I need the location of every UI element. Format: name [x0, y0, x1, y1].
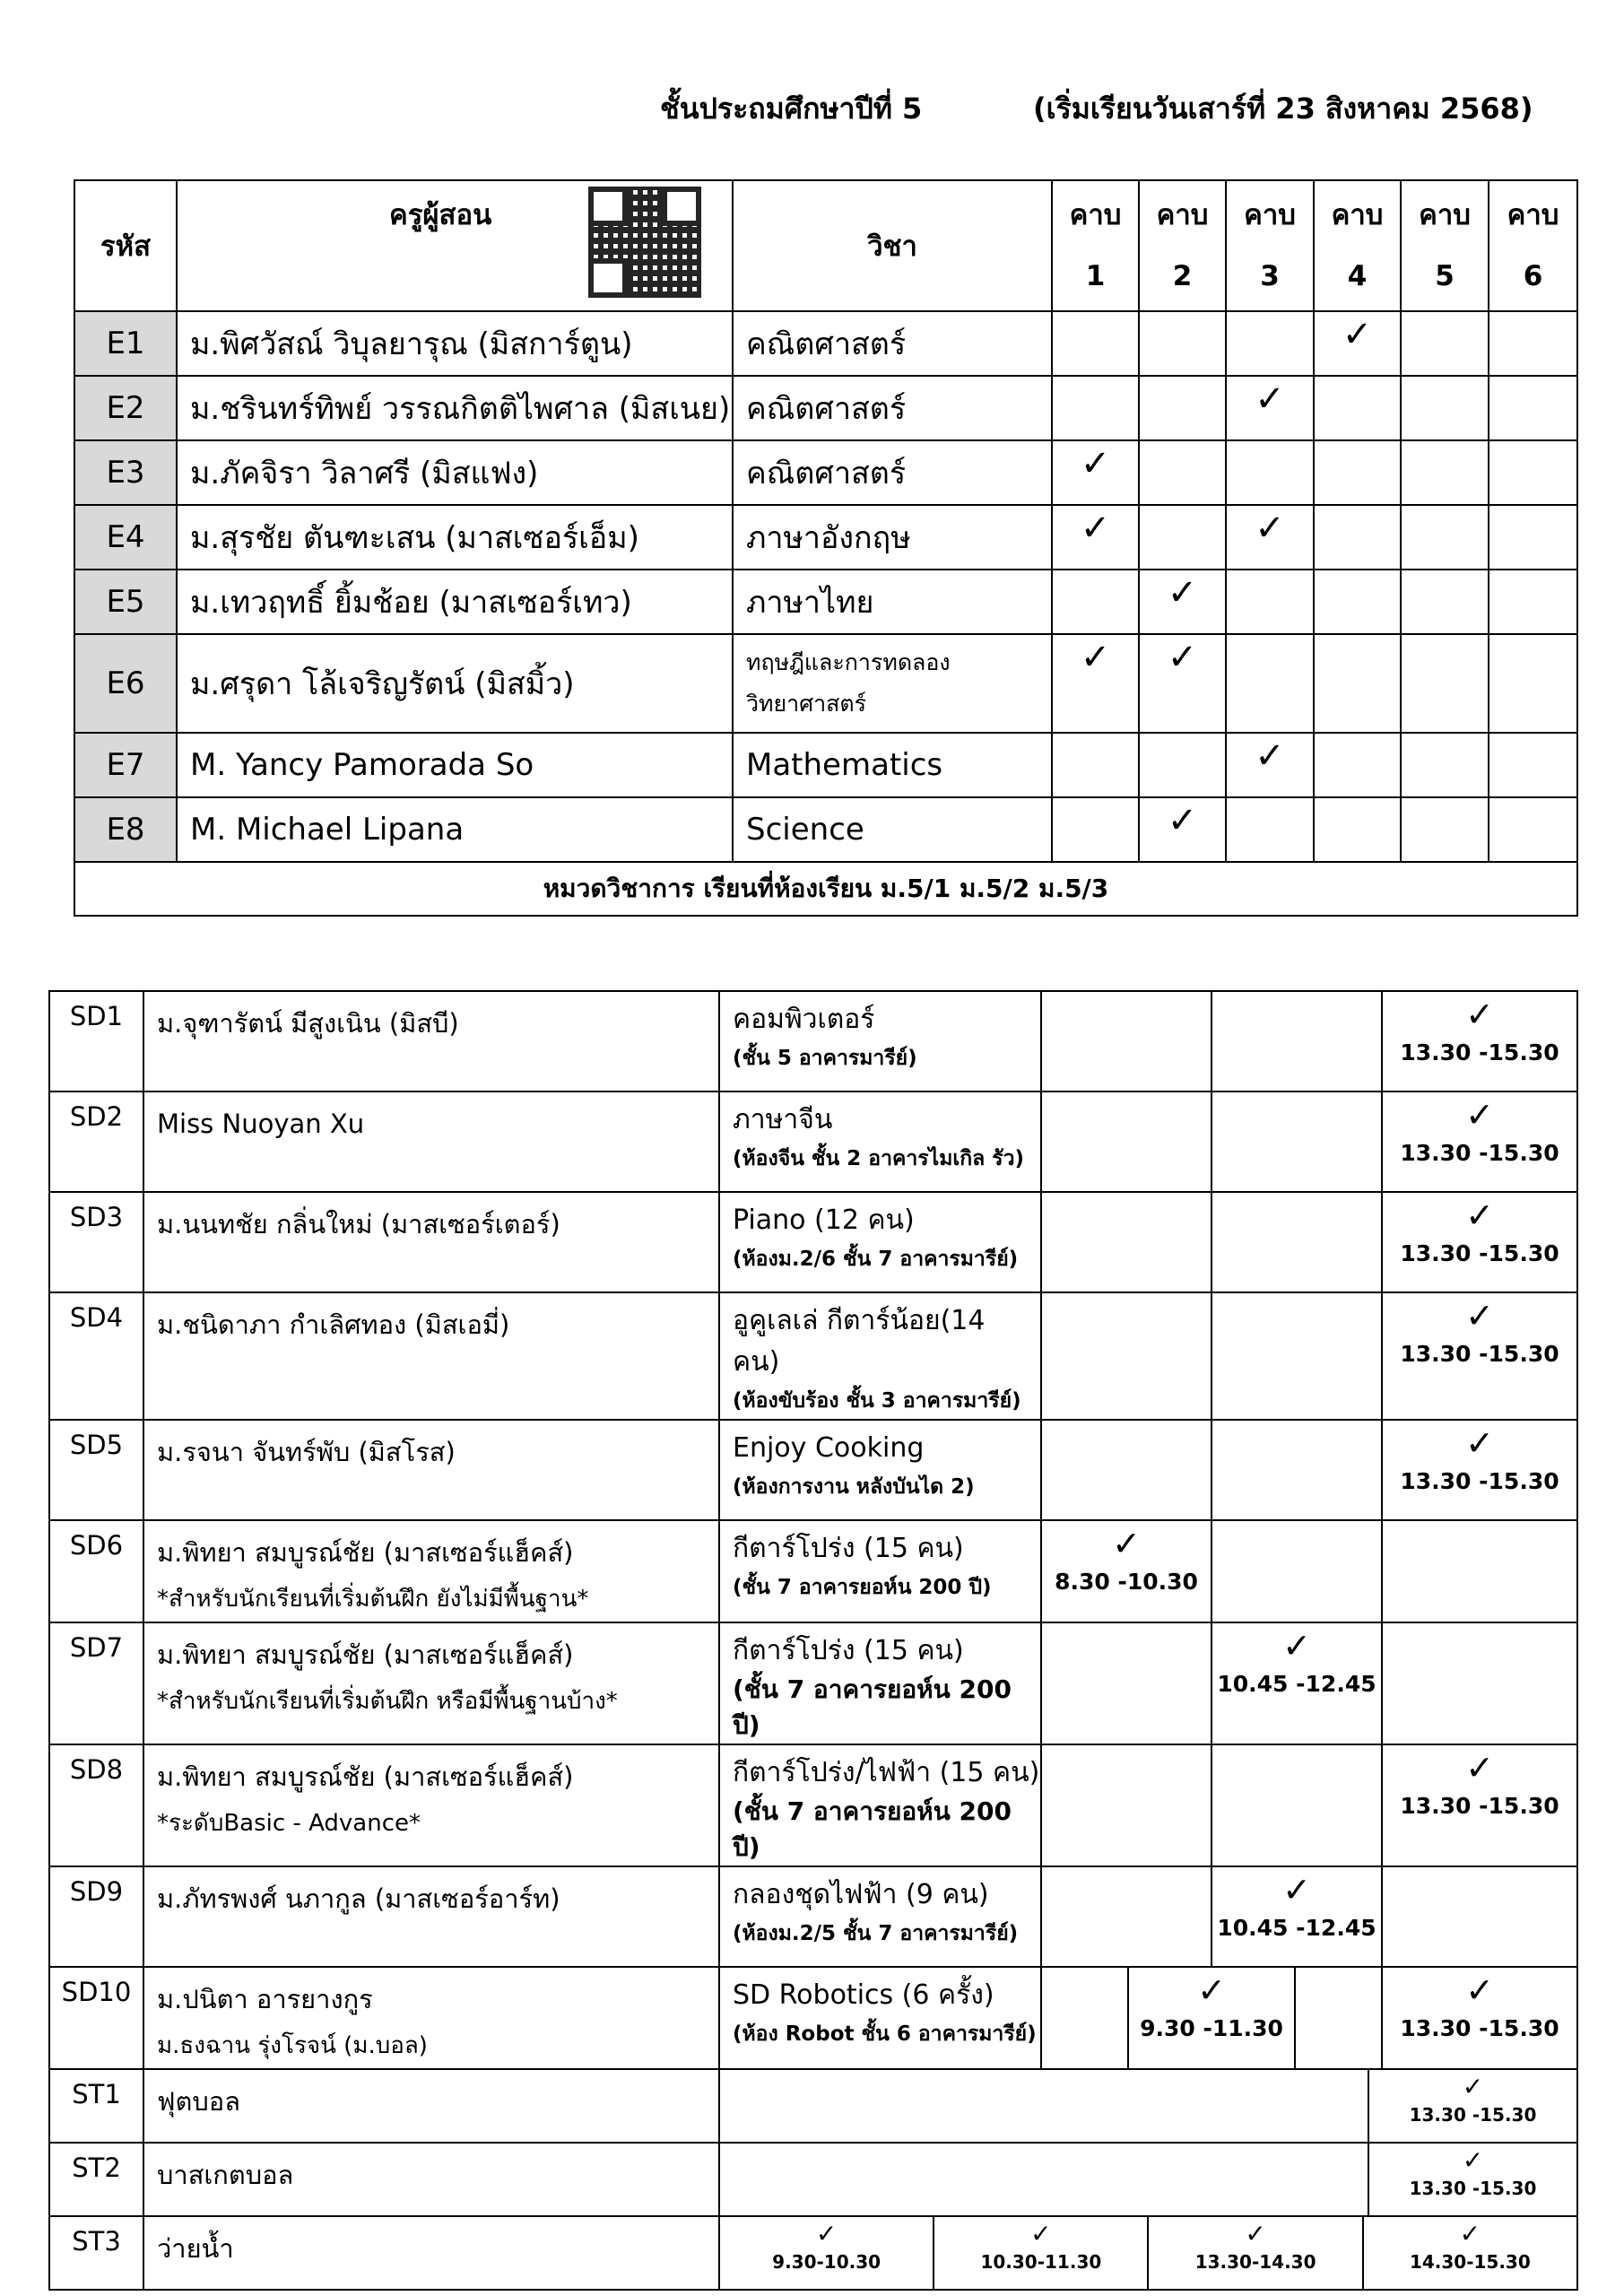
row-code: SD8: [49, 1744, 143, 1866]
table-row: [49, 2216, 1577, 2290]
checkmark-icon: ✓: [1080, 508, 1111, 549]
teacher-name: ม.พิทยา สมบูรณ์ชัย (มาสเซอร์แฮ็คส์): [157, 1761, 574, 1792]
teacher-note: *สำหรับนักเรียนที่เริ่มต้นฝึก หรือมีพื้นฐานบ้าง*: [157, 1688, 618, 1715]
teacher-name: Miss Nuoyan Xu: [157, 1109, 365, 1139]
time-text: 10.45 -12.45: [1217, 1915, 1376, 1941]
subject-cell: [719, 1192, 1041, 1292]
table-row: [74, 797, 1577, 862]
period-4-cell[interactable]: [1314, 797, 1401, 862]
sport-slot-group: [719, 2069, 1577, 2143]
subject-cell: [719, 1091, 1041, 1192]
teacher-note: ม.ธงฉาน รุ่งโรจน์ (ม.บอล): [157, 2032, 428, 2059]
subject-cell: [719, 1622, 1041, 1744]
subject-name: คณิตศาสตร์: [746, 456, 907, 491]
teacher-cell: [143, 1866, 719, 1967]
teacher-note: *ระดับBasic - Advance*: [157, 1810, 421, 1837]
sport-name: ฟุตบอล: [143, 2069, 719, 2143]
period-2-cell[interactable]: [1139, 570, 1226, 634]
subject-name: คณิตศาสตร์: [746, 326, 907, 362]
time-text: 13.30 -15.30: [1400, 1468, 1559, 1494]
time-text: 13.30 -15.30: [1400, 2015, 1559, 2041]
time-slot[interactable]: [1295, 1968, 1381, 2068]
period-1-cell[interactable]: [1052, 797, 1139, 862]
period-3-cell[interactable]: [1226, 797, 1314, 862]
sport-slot-group: [719, 2143, 1577, 2216]
subject-name: Science: [746, 812, 864, 848]
checkmark-icon: ✓: [1080, 443, 1111, 484]
activity-schedule-table: [48, 990, 1578, 2291]
period-1-cell[interactable]: [1052, 634, 1139, 733]
start-date-note: (เริ่มเรียนวันเสาร์ที่ 23 สิงหาคม 2568): [1033, 91, 1533, 126]
table-row: [49, 1192, 1577, 1292]
period-6-cell[interactable]: [1489, 797, 1577, 862]
checkmark-icon: ✓: [1465, 1748, 1494, 1787]
room-location: (ห้องขับร้อง ชั้น 3 อาคารมารีย์): [733, 1389, 1021, 1413]
subject-cell: [719, 1866, 1041, 1967]
time-text: 13.30 -15.30: [1400, 1039, 1559, 1065]
checkmark-icon: ✓: [815, 2219, 838, 2248]
teacher-cell: [143, 1292, 719, 1420]
checkmark-icon: ✓: [1465, 1970, 1494, 2010]
period-6-cell[interactable]: [1489, 733, 1577, 797]
subject-cell: [733, 311, 1052, 376]
table-row: [49, 2069, 1577, 2143]
room-location: (ชั้น 7 อาคารยอห์น 200 ปี): [733, 1674, 1012, 1740]
period-3-cell[interactable]: [1226, 505, 1314, 570]
teacher-name: ม.พิทยา สมบูรณ์ชัย (มาสเซอร์แฮ็คส์): [157, 1537, 574, 1568]
row-code: E1: [74, 311, 177, 376]
swim-slot-group: [719, 2216, 1577, 2290]
grade-title: ชั้นประถมศึกษาปีที่ 5: [660, 91, 923, 126]
row-code: SD1: [49, 991, 143, 1091]
header-period-6: คาบ 6: [1489, 180, 1577, 311]
row-code: SD6: [49, 1520, 143, 1622]
period-4-cell[interactable]: [1314, 376, 1401, 440]
period-5-cell[interactable]: [1401, 797, 1489, 862]
subject-name: คอมพิวเตอร์: [733, 1004, 875, 1035]
checkmark-icon: ✓: [1030, 2219, 1052, 2248]
table-row: [49, 1520, 1577, 1622]
row-code: SD10: [49, 1967, 143, 2069]
time-slot[interactable]: [1041, 1744, 1211, 1866]
time-slot[interactable]: [1211, 1091, 1382, 1192]
checkmark-icon: ✓: [1167, 637, 1198, 678]
teacher-name: ม.จุฑารัตน์ มีสูงเนิน (มิสบี): [157, 1008, 459, 1039]
table-row: [49, 1744, 1577, 1866]
time-slot-group: [1041, 1967, 1382, 2069]
time-slot[interactable]: [1211, 1520, 1382, 1622]
period-6-cell[interactable]: [1489, 634, 1577, 733]
time-text: 13.30-14.30: [1194, 2251, 1316, 2273]
period-2-cell[interactable]: [1139, 634, 1226, 733]
time-text: 8.30 -10.30: [1055, 1569, 1198, 1595]
time-slot[interactable]: [1041, 1520, 1211, 1622]
table-row: [49, 1967, 1577, 2069]
table-row: [49, 1622, 1577, 1744]
header-period-5: คาบ 5: [1401, 180, 1489, 311]
row-code: E4: [74, 505, 177, 570]
checkmark-icon: ✓: [1255, 735, 1285, 777]
time-slot[interactable]: [1382, 1292, 1577, 1420]
time-text: 14.30-15.30: [1409, 2251, 1531, 2273]
row-code: ST1: [49, 2069, 143, 2143]
checkmark-icon: ✓: [1465, 1196, 1494, 1235]
subject-name: ภาษาไทย: [746, 585, 874, 621]
period-5-cell[interactable]: [1401, 311, 1489, 376]
row-code: SD5: [49, 1420, 143, 1520]
period-1-cell[interactable]: [1052, 311, 1139, 376]
time-slot[interactable]: [1211, 1744, 1382, 1866]
room-location: (ชั้น 7 อาคารยอห์น 200 ปี): [733, 1796, 1012, 1862]
checkmark-icon: ✓: [1459, 2219, 1481, 2248]
teacher-name: ม.รจนา จันทร์พับ (มิสโรส): [157, 1437, 456, 1467]
subject-cell: [733, 733, 1052, 797]
time-slot[interactable]: [1041, 1866, 1211, 1967]
header-period-1: คาบ 1: [1052, 180, 1139, 311]
room-location: (ชั้น 5 อาคารมารีย์): [733, 1047, 917, 1070]
page-title: [0, 86, 1624, 140]
period-4-cell[interactable]: [1314, 505, 1401, 570]
row-code: E6: [74, 634, 177, 733]
teacher-note: *สำหรับนักเรียนที่เริ่มต้นฝึก ยังไม่มีพื้นฐาน*: [157, 1586, 589, 1613]
subject-name: ทฤษฎีและการทดลอง: [746, 649, 951, 675]
period-5-cell[interactable]: [1401, 440, 1489, 505]
row-code: SD3: [49, 1192, 143, 1292]
teacher-name: M. Yancy Pamorada So: [177, 733, 733, 797]
period-1-cell[interactable]: [1052, 440, 1139, 505]
teacher-cell: [143, 991, 719, 1091]
time-text: 13.30 -15.30: [1400, 1793, 1559, 1819]
checkmark-icon: ✓: [1112, 1524, 1141, 1563]
period-5-cell[interactable]: [1401, 570, 1489, 634]
table-header-row: [74, 180, 1577, 311]
room-location: (ห้อง Robot ชั้น 6 อาคารมารีย์): [733, 2022, 1037, 2046]
sport-name: บาสเกตบอล: [143, 2143, 719, 2216]
time-slot[interactable]: [1382, 1192, 1577, 1292]
table-row: [49, 1866, 1577, 1967]
subject-name: Mathematics: [746, 747, 943, 783]
subject-cell: [719, 1292, 1041, 1420]
period-3-cell[interactable]: [1226, 311, 1314, 376]
time-text: 13.30 -15.30: [1409, 2104, 1537, 2126]
teacher-name: ม.ภัทรพงศ์ นภากูล (มาสเซอร์อาร์ท): [157, 1883, 560, 1914]
table-row: [74, 505, 1577, 570]
time-slot[interactable]: [1042, 1968, 1128, 2068]
period-1-cell[interactable]: [1052, 376, 1139, 440]
subject-name: กีตาร์โปร่ง (15 คน): [733, 1635, 964, 1666]
header-period-3: คาบ 3: [1226, 180, 1314, 311]
period-6-cell[interactable]: [1489, 440, 1577, 505]
qr-code-icon[interactable]: [588, 187, 701, 298]
period-4-cell[interactable]: [1314, 440, 1401, 505]
table-row: [74, 311, 1577, 376]
time-text: 10.30-11.30: [980, 2251, 1102, 2273]
sport-slot-table: [720, 2070, 1576, 2142]
checkmark-icon: ✓: [1465, 1296, 1494, 1335]
room-location: (ห้องม.2/5 ชั้น 7 อาคารมารีย์): [733, 1922, 1019, 1945]
room-location: (ชั้น 7 อาคารยอห์น 200 ปี): [733, 1576, 992, 1599]
teacher-cell: [143, 1967, 719, 2069]
time-text: 13.30 -15.30: [1409, 2178, 1537, 2199]
checkmark-icon: ✓: [1255, 508, 1285, 549]
teacher-schedule-table: [74, 179, 1578, 917]
room-location: (ห้องม.2/6 ชั้น 7 อาคารมารีย์): [733, 1248, 1019, 1271]
time-slot[interactable]: [1363, 2217, 1576, 2289]
subject-cell: [719, 1967, 1041, 2069]
subject-name: ภาษาจีน: [733, 1104, 833, 1135]
teacher-name: ม.สุรชัย ตันฑะเสน (มาสเซอร์เอ็ม): [177, 505, 733, 570]
row-code: E8: [74, 797, 177, 862]
period-5-cell[interactable]: [1401, 733, 1489, 797]
checkmark-icon: ✓: [1080, 637, 1111, 678]
time-slot[interactable]: [934, 2217, 1148, 2289]
table-row: [49, 991, 1577, 1091]
time-slot[interactable]: [1382, 1744, 1577, 1866]
header-subject: วิชา: [733, 180, 1052, 311]
subject-name-line2: วิทยาศาสตร์: [746, 691, 867, 717]
subject-cell: [719, 1744, 1041, 1866]
time-slot[interactable]: [720, 2144, 1368, 2215]
subject-cell: [719, 1420, 1041, 1520]
checkmark-icon: ✓: [1282, 1870, 1311, 1909]
time-text: 13.30 -15.30: [1400, 1341, 1559, 1367]
split-slot-table: [1042, 1968, 1381, 2068]
period-2-cell[interactable]: [1139, 440, 1226, 505]
period-3-cell[interactable]: [1226, 440, 1314, 505]
time-text: 10.45 -12.45: [1217, 1671, 1376, 1697]
checkmark-icon: ✓: [1462, 2145, 1484, 2175]
teacher-cell: [143, 1744, 719, 1866]
time-slot[interactable]: [1382, 1967, 1577, 2069]
table-row: [74, 570, 1577, 634]
subject-cell: [733, 440, 1052, 505]
subject-name: กีตาร์โปร่ง (15 คน): [733, 1533, 964, 1564]
teacher-name: ม.ภัคจิรา วิลาศรี (มิสแฟง): [177, 440, 733, 505]
time-slot[interactable]: [1382, 1420, 1577, 1520]
classroom-note: หมวดวิชาการ เรียนที่ห้องเรียน ม.5/1 ม.5/2 ม.5/3: [74, 862, 1577, 916]
time-slot[interactable]: [1211, 1192, 1382, 1292]
checkmark-icon: ✓: [1167, 800, 1198, 841]
checkmark-icon: ✓: [1255, 378, 1285, 420]
table-row: [74, 376, 1577, 440]
time-slot[interactable]: [1382, 1520, 1577, 1622]
row-code: E3: [74, 440, 177, 505]
time-slot[interactable]: [1211, 1292, 1382, 1420]
subject-cell: [733, 570, 1052, 634]
time-slot[interactable]: [1041, 1622, 1211, 1744]
table-footer-row: [74, 862, 1577, 916]
row-code: ST2: [49, 2143, 143, 2216]
period-5-cell[interactable]: [1401, 634, 1489, 733]
time-slot[interactable]: [1382, 1091, 1577, 1192]
row-code: ST3: [49, 2216, 143, 2290]
row-code: E2: [74, 376, 177, 440]
teacher-name: ม.พิศวัสณ์ วิบุลยารุณ (มิสการ์ตูน): [177, 311, 733, 376]
subject-cell: [733, 634, 1052, 733]
subject-name: กีตาร์โปร่ง/ไฟฟ้า (15 คน): [733, 1757, 1040, 1788]
period-2-cell[interactable]: [1139, 505, 1226, 570]
period-4-cell[interactable]: [1314, 311, 1401, 376]
time-slot[interactable]: [1211, 1420, 1382, 1520]
checkmark-icon: ✓: [1167, 572, 1198, 613]
period-2-cell[interactable]: [1139, 797, 1226, 862]
subject-name: ภาษาอังกฤษ: [746, 520, 911, 556]
subject-name: กลองชุดไฟฟ้า (9 คน): [733, 1879, 989, 1910]
time-slot[interactable]: [1041, 1192, 1211, 1292]
period-6-cell[interactable]: [1489, 311, 1577, 376]
row-code: SD2: [49, 1091, 143, 1192]
subject-name: คณิตศาสตร์: [746, 391, 907, 427]
time-text: 13.30 -15.30: [1400, 1240, 1559, 1266]
time-text: 13.30 -15.30: [1400, 1140, 1559, 1166]
period-2-cell[interactable]: [1139, 376, 1226, 440]
time-slot[interactable]: [1041, 1420, 1211, 1520]
teacher-cell: [143, 1622, 719, 1744]
period-6-cell[interactable]: [1489, 505, 1577, 570]
period-3-cell[interactable]: [1226, 570, 1314, 634]
room-location: (ห้องจีน ชั้น 2 อาคารไมเกิล รัว): [733, 1147, 1025, 1170]
teacher-name: ม.ชนิดาภา กำเลิศทอง (มิสเอมี่): [157, 1309, 510, 1340]
period-4-cell[interactable]: [1314, 634, 1401, 733]
teacher-name: ม.เทวฤทธิ์ ยิ้มช้อย (มาสเซอร์เทว): [177, 570, 733, 634]
time-slot[interactable]: [1368, 2144, 1576, 2215]
subject-name: Enjoy Cooking: [733, 1432, 925, 1464]
room-location: (ห้องการงาน หลังบันได 2): [733, 1475, 975, 1499]
period-3-cell[interactable]: [1226, 376, 1314, 440]
checkmark-icon: ✓: [1342, 314, 1373, 355]
table-row: [49, 2143, 1577, 2216]
period-2-cell[interactable]: [1139, 733, 1226, 797]
time-text: 9.30 -11.30: [1140, 2015, 1283, 2041]
row-code: SD9: [49, 1866, 143, 1967]
table-row: [74, 440, 1577, 505]
header-teacher-label: ครูผู้สอน: [389, 199, 492, 231]
subject-name: Piano (12 คน): [733, 1205, 915, 1236]
period-5-cell[interactable]: [1401, 505, 1489, 570]
row-code: SD4: [49, 1292, 143, 1420]
time-slot[interactable]: [720, 2070, 1368, 2142]
period-3-cell[interactable]: [1226, 733, 1314, 797]
sport-name: ว่ายน้ำ: [143, 2216, 719, 2290]
subject-name: SD Robotics (6 ครั้ง): [733, 1979, 994, 2011]
period-4-cell[interactable]: [1314, 733, 1401, 797]
period-1-cell[interactable]: [1052, 570, 1139, 634]
table-row: [49, 1420, 1577, 1520]
time-slot[interactable]: [1128, 1968, 1295, 2068]
time-slot[interactable]: [1041, 1091, 1211, 1192]
checkmark-icon: ✓: [1245, 2219, 1266, 2248]
teacher-name: ม.ปนิตา อารยางกูร: [157, 1984, 373, 2014]
teacher-cell: [143, 1420, 719, 1520]
teacher-name: ม.ศรุดา โล้เจริญรัตน์ (มิสมิ้ว): [177, 634, 733, 733]
swim-slot-table: [720, 2217, 1576, 2289]
time-slot[interactable]: [1211, 1866, 1382, 1967]
header-period-4: คาบ 4: [1314, 180, 1401, 311]
teacher-cell: [143, 1192, 719, 1292]
time-slot[interactable]: [1382, 991, 1577, 1091]
time-slot[interactable]: [1041, 991, 1211, 1091]
header-code: รหัส: [74, 180, 177, 311]
header-period-2: คาบ 2: [1139, 180, 1226, 311]
subject-cell: [733, 797, 1052, 862]
checkmark-icon: ✓: [1465, 1095, 1494, 1135]
subject-cell: [733, 505, 1052, 570]
teacher-name: ม.พิทยา สมบูรณ์ชัย (มาสเซอร์แฮ็คส์): [157, 1639, 574, 1670]
subject-cell: [733, 376, 1052, 440]
teacher-name: M. Michael Lipana: [177, 797, 733, 862]
table-row: [74, 634, 1577, 733]
checkmark-icon: ✓: [1462, 2072, 1484, 2101]
period-1-cell[interactable]: [1052, 733, 1139, 797]
checkmark-icon: ✓: [1282, 1626, 1311, 1665]
period-6-cell[interactable]: [1489, 570, 1577, 634]
time-slot[interactable]: [1041, 1292, 1211, 1420]
teacher-name: ม.ชรินทร์ทิพย์ วรรณกิตติไพศาล (มิสเนย): [177, 376, 733, 440]
table-row: [49, 1091, 1577, 1192]
row-code: E7: [74, 733, 177, 797]
sport-slot-table: [720, 2144, 1576, 2215]
time-slot[interactable]: [720, 2217, 934, 2289]
checkmark-icon: ✓: [1465, 995, 1494, 1034]
subject-cell: [719, 991, 1041, 1091]
time-slot[interactable]: [1211, 991, 1382, 1091]
period-3-cell[interactable]: [1226, 634, 1314, 733]
teacher-cell: [143, 1091, 719, 1192]
time-text: 9.30-10.30: [772, 2251, 881, 2273]
time-slot[interactable]: [1382, 1622, 1577, 1744]
period-2-cell[interactable]: [1139, 311, 1226, 376]
checkmark-icon: ✓: [1197, 1970, 1226, 2010]
subject-cell: [719, 1520, 1041, 1622]
time-slot[interactable]: [1211, 1622, 1382, 1744]
teacher-cell: [143, 1520, 719, 1622]
header-teacher: [177, 180, 733, 311]
time-slot[interactable]: [1148, 2217, 1362, 2289]
period-6-cell[interactable]: [1489, 376, 1577, 440]
table-row: [49, 1292, 1577, 1420]
row-code: SD7: [49, 1622, 143, 1744]
teacher-name: ม.นนทชัย กลิ่นใหม่ (มาสเซอร์เตอร์): [157, 1209, 560, 1239]
time-slot[interactable]: [1368, 2070, 1576, 2142]
subject-name: อูคูเลเล่ กีตาร์น้อย(14 คน): [733, 1305, 986, 1378]
period-1-cell[interactable]: [1052, 505, 1139, 570]
time-slot[interactable]: [1382, 1866, 1577, 1967]
period-5-cell[interactable]: [1401, 376, 1489, 440]
table-row: [74, 733, 1577, 797]
row-code: E5: [74, 570, 177, 634]
checkmark-icon: ✓: [1465, 1423, 1494, 1463]
period-4-cell[interactable]: [1314, 570, 1401, 634]
